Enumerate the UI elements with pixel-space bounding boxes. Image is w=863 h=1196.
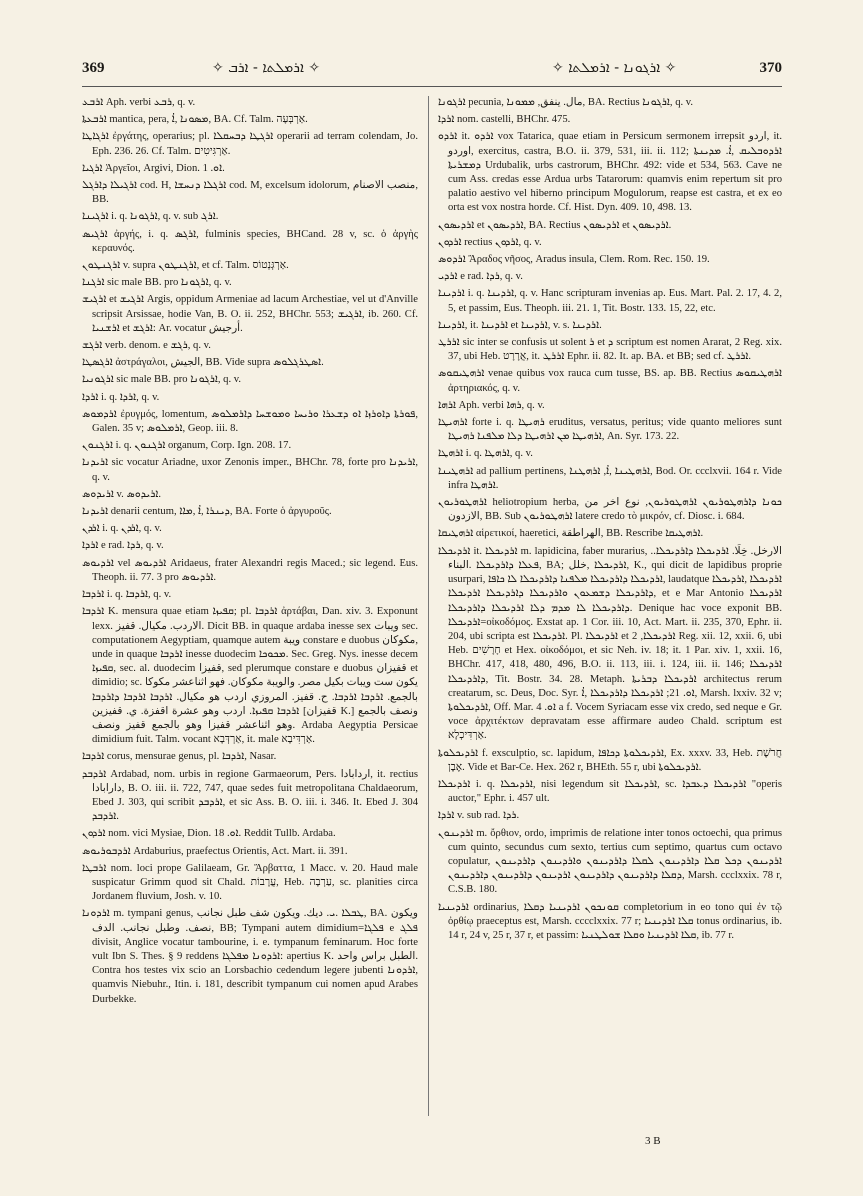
lexicon-entry: ܐܪܓܢܛܘܢ v. supra ܐܪܓܢܛܘܢ, et cf. Talm. אַרְגְּנְטוֹס.	[82, 260, 289, 272]
lexicon-entry: ܐܪܕܐ v. sub rad. ܪܕܐ.	[438, 810, 520, 822]
lexicon-entry: ܐܪܕܝܢܐ i. q. ܐܪܕܝܢܐ, q. v. Hanc scripturam invenias ap. Eus. Mart. Pal. 2. 17, 4. 2, 5, et passim, Eus. Theoph. iii. 21. 1, Tit. Bostr. 133. 15, 22, etc.	[438, 288, 782, 314]
lexicon-entry: ܐܪܓܢܘܢ i. q. ܐܪܓܢܘܢ organum, Corp. Ign. 208. 17.	[82, 440, 292, 452]
lexicon-entry: ܐܪܕܐ i. q. ܐܪܕܐ, q. v.	[82, 391, 160, 403]
lexicon-entry: ܐܪܕܝܣܘܢ et ܐܪܕܝܣܘܢ, BA. Rectius ܐܪܕܝܣܘܢ et ܐܪܕܝܣܘܢ.	[438, 219, 672, 231]
right-running-title: ✧ ܐܪܓܘܢܐ - ܐܪܡܠܬܐ ✧	[552, 60, 677, 76]
signature-mark: 3 B	[645, 1135, 661, 1147]
lexicon-entry: ܐܪܕܘܣ Ἄραδος νῆσος, Aradus insula, Clem. Rom. Rec. 150. 19.	[438, 254, 710, 266]
lexicon-entry: ܐܪܗܛܘܪܝܘܢ heliotropium herba, ܟܘܢܐ ܕܐܪܗܛܘܪܝܘܢ ܐܪܗܛܘܪܝܘܢ, نوع اخر من الازدون, BB. Sub ܐܪܗܛܘܪܝܘܢ latere credo τὸ μικρόν, cf. Diosc. i. 684.	[438, 497, 782, 523]
header-rule	[82, 86, 782, 87]
lexicon-entry: ܐܪܗܛܝܢܐ ad pallium pertinens, ܐܪܗܛܝܢܐ ,ܐܳ, ܐܪܗܛܢܐ, Bod. Or. ccclxvii. 164 r. Vide infra ܐܪܗܛܐ.	[438, 465, 782, 491]
lexicon-entry: ܐܪܕܒܕ Ardabad, nom. urbis in regione Garmaeorum, Pers. اردابادا, it. rectius دارابادا, B. O. iii. ii. 722, 747, quae sedes fuit metropolitana Chaldaeorum, Ebed J. 303, qui scribit ܐܪܕܒܕ, et sic Ass. B. O. iii. i. 346. It. Ebed J. 304 ܐܪܕܒܕ.	[82, 768, 419, 823]
lexicon-entry: ܐܪܕܘܢ nom. vici Mysiae, Dion. ܐܘ. 18. Reddit Tullb. Ardaba.	[82, 828, 336, 840]
lexicon-entry: ܐܪܗܛܝܩܐ αἱρετικοί, haeretici, الهراطقة, BB. Rescribe ܐܪܗܛܝܩܐ.	[438, 528, 704, 540]
lexicon-entry: ܐܪܓܘܢܐ pecunia, مال. ينفق, ܡܡܘܢܐ, BA. Rectius ܐܪܓܘܢܐ, q. v.	[438, 97, 694, 108]
lexicon-entry: ܐܪܗܛܝܩܘܣ venae quibus vox rauca cum tusse, BS. ap. BB. Rectius ܐܪܗܛܝܩܘܣ ἀρτηριακός, q. v.	[438, 368, 782, 394]
lexicon-entry: ܐܪܓܢܐ sic male BB. pro ܐܪܓܘܢܐ, q. v.	[82, 277, 232, 289]
right-page-number: 370	[759, 60, 782, 76]
lexicon-entry: ܐܪܓܝܠܐ ܕܐܪܓܠ cod. H, ܐܪܓܠܐ ܕܢܚܫܐ cod. M, excelsum idolorum, منصب الاصنام, BB.	[82, 180, 418, 206]
lexicon-entry: ܐܪܝܕܘܣ v. ܐܪܝܕܘܣ.	[82, 488, 161, 500]
lexicon-entry: ܐܪܕܒܐ i. q. ܐܪܕܒܐ, q. v.	[82, 589, 172, 601]
lexicon-entry: ܐܪܕܝܟܠܘܬܐ f. exsculptio, sc. lapidum, ܐܪܕܝܟܠܘܬܐ ܕܟܐܦܐ, Ex. xxxv. 33, Heb. חֲרֹשֶׁת אֶבֶן. Vide et Bar-Ce. Hex. 262 r, BHEth. 55 r, ubi ܐܪܕܝܟܠܘܬܐ.	[438, 747, 783, 773]
lexicon-entry: ܐܪܒܥܬܐ mantica, pera, ܡܣܘܢܐ ,ܐܳ, BA. Cf. Talm. אַרְבְּעָה.	[82, 114, 308, 126]
lexicon-entry: ܐܪܒܛܐ nom. loci prope Galilaeam, Gr. Ἄρβαττα, 1 Macc. v. 20. Haud male suspicatur Grimm quod sit Chald. עֲרָבוֹת, Heb. עַרְבָה, sc. planities circa Jordanem fluvium, Josh. v. 10.	[82, 862, 419, 903]
lexicon-entry: ܐܪܕܘܢܐ m. tympani genus, ܛܒܠܐ .ܝ. ديك. ويكون شف طبل نجانب, BA. ويكون نصف. وطبل نجانب. الدف, BB; Tympani autem dimidium=ܦܠܓܐ e ܦܠܓ divisit, Anglice vocatur tambourine, i. e. tympanum feminarum. Hoc forte vult Ibn S. Thes. § 9 reddens ܐܪܕܘܢܐ ܡܦܠܓܐ: apertius K. الطبل براس واحد. Contra hos testes vix scio an Lorsbachio cedendum legere jubenti ܐܪܕܘܢܐ, quamvis Niebuhr., Itin. i. 181, describit tympanum cui nomen apud Arabes Durbekke.	[82, 908, 418, 1005]
lexicon-entry: ܐܪܕܝܟܠܐ it. ܐܪܕܝܟܠܐ m. lapidicina, faber murarius, .الارخل. خِلَا. ܐܪܕܝܟܠܐ ܕܐܪܕܝܟܠܐ. ܦܥܠܐ ܕܐܪܕܝܟܠܐ .البناء, BA; ܐܪܕܝܟܠܐ ,خلل, K., qui dicit de lapidibus proprie usurpari, ܐܪܕܝܟܠܐ ܕܐܪܕܝܟܠܐ ܡܠܦܢܐ ܕܐܪܕܝܟܠܐ ܠܐ ܟܐܦܐ, laudatque ܐܪܕܝܟܠܐ ,ܐܪܕܝܟܠܐ ܕܐܪܕܝܟܠܐ ܕܫܡܥܘܢ ܘܐܪܕܝܟܠܐ ܕܐܪܕܝܟܠܐ ܐܪܕܝܟܠܐ, et e Mar Antonio ܐܪܕܝܟܠܐ ܕܐܪܕܝܟܠܐ ܠܐ ܡܕܡ ܕܠܐ ܐܪܕܝܟܠܐ ܕܐܪܕܝܟܠܐ. Denique hac voce exponit BB. ܐܪܕܝܟܠܐ=οἰκοδόμος. Exstat ap. 1 Cor. iii. 10, Act. Mart. ii. 235, 370, Ephr. ii. 204, ubi scripta est ܐܪܕܝܟܠܐ. Pl. ܐܪܕܝܟܠܐ et ܐܪܕܝܟܠܐ, 2 Reg. xii. 12, xxii. 6, ubi Heb. חָרָשִׁים et Hex. οἰκοδόμοι, et sic Neh. iv. 18; it. 1 Par. xiv. 1, xxii. 16, BHChr. 417, 418, 480, 496, B.O. ii. 113, iii. i. 124, iii. ii. 146; ܐܪܕܝܟܠܐ ܕܐܪܕܝܟܠܐ, Tit. Bostr. 34. 28. Metaph. ܐܪܕܝܟܠܐ ܕܒܪܝܬܐ architectus rerum creatarum, sc. Deus, Doc. Syr. ܐܘ. 21; ܐܪܕܝܟܠܐ ܕܐܪܕܝܟܠܐ ,ܐܳ, Marsh. lxxiv. 32 v; ܐܪܕܝܟܠܘܬܐ, Off. Mar. ܐܘ. 4 a f. Vocem Syriacam esse vix credo, sed neque e Gr. voce ἀρχιτέκτων depravatam esse affirmare audeo Chald. scriptum est אַרְדִּיכְלָא.	[438, 545, 783, 742]
left-running-title: ✧ ܐܪܡܠܬܐ - ܐܪܒ ✧	[212, 60, 321, 76]
lexicon-entry: ܐܪܕܝܘܣ vel ܐܪܕܝܘܣ Aridaeus, frater Alexandri regis Maced.; sic legend. Eus. Theoph. ii. 77. 3 pro ܐܪܕܝܘܣ.	[82, 557, 418, 583]
lexicon-entry: ܐܪܓܝܫ et ܐܪܓܝܫ Argis, oppidum Armeniae ad lacum Archestiae, vel ut d'Anville scripsit Arsissae, hodie Van, B. O. ii. 252, BHChr. 553; ܐܪܓܝܫ, ib. 260. Cf. ܐܪܫܢܝܐ et ܐܪܓܫ: Ar. vocatur أرجيش.	[82, 294, 418, 334]
lexicon-entry: ܐܪܕܝܟܠܐ i. q. ܐܪܕܝܟܠܐ, nisi legendum sit ܐܪܕܝܟܠܐ, sc. ܐܪܕܝܟܠܐ ܕܥܒܕܐ "operis auctor," Ephr. i. 457 ult.	[438, 778, 782, 805]
lexicon-entry: ܐܪܝܕܢܐ denarii centum, ܕܝܢܪܐ ,ܐܳ ,ܡܐܐ, BA. Forte ὁ ἀργυροῦς.	[82, 506, 332, 518]
left-column	[82, 96, 418, 1010]
column-separator	[428, 96, 429, 1116]
lexicon-entry: ܐܪܓܝܣ ἀργής, i. q. ܐܪܓܣ, fulminis species, BHCand. 28 v, sc. ὁ ἀργὴς κεραυνός.	[82, 228, 418, 254]
page-header	[82, 60, 782, 84]
lexicon-entry: ܐܪܒܥ Aph. verbi ܪܒܥ, q. v.	[82, 97, 196, 108]
lexicon-entry: ܐܪܕܘ it. ܐܪܕܘ vox Tatarica, quae etiam in Persicum sermonem irrepsit اردو, it. اوردو, exercitus, castra, B.O. ii. 379, 531, iii. ii. 112; ܐܪܕܘܒܠܝܩ ,ܐܳ. ܡܕܝܢܬܐ ܕܡܫܪܝܬܐ Urdubalik, urbs castrorum, BHChr. 492: vide et 534, 563. Cave ne cum Ass. credas esse Ardua urbs Tatarorum: quamvis enim repertum sit pro palatio aestivo vel hiberno principum Mogulorum, reapse est castra, et ex eo orta est vox nostra horde. Cf. Hist. Dyn. 409. 10, 498. 13.	[438, 131, 782, 214]
lexicon-entry: ܐܪܕܝܢܝܐ ordinarius, ܩܘܢܟܘܢ ܐܪܕܝܢܝܐ ܕܩܠܐ completorium in eo tono qui ἐν τῷ ὀρθίῳ praeceptus est, Marsh. cccclxxix. 77 r; ܩܠܐ ܐܪܕܝܢܝܐ tonus ordinarius, ib. 14 r, 24 v, 25 r, 37 r, et passim: ܩܠܐ ܐܪܕܝܢܝܐ ܘܩܠܐ ܫܘܠܛܢܝܐ, ib. 77 r.	[438, 901, 782, 941]
lexicon-entry: ܐܪܕܢ i. q. ܐܪܕܢ, q. v.	[82, 523, 162, 535]
lexicon-entry: ܐܪܕܒܘܪܝܘܣ Ardaburius, praefectus Orientis, Act. Mart. ii. 391.	[82, 845, 348, 857]
lexicon-entry: ܐܪܗܛܐ i. q. ܐܪܗܛܐ, q. v.	[438, 448, 533, 460]
lexicon-entry: ܐܪܕܝܢܘܢ m. ὄρθιον, ordo, imprimis de relatione inter tonos octoechi, qua primus cum quinto, secundus cum sexto, tertius cum septimo, quartus cum octavo copulatur, ܐܪܕܝܢܘܢ ܕܟܠ ܩܠܐ ܕܐܪܕܝܢܘܢ ܠܩܠܐ ܕܐܪܕܝܢܘܢ ܘܐܪܕܝܢܘܢ ܕܐܪܕܝܢܘܢ ܕܩܠܐ ܕܐܪܕܝܢܘܢ ܕܐܪܕܝܢܘܢ ܐܪܕܝܢܘܢ ܕܐܪܕܝܢܘܢ ܕܐܪܕܝܢܘܢ, Marsh. ccclxxix. 78 r, C.S.B. 180.	[438, 827, 782, 896]
lexicon-entry: ܐܪܕܒܐ corus, mensurae genus, pl. ܐܪܕܒܐ, Nasar.	[82, 751, 277, 763]
lexicon-entry: ܐܪܓܐܛܐ ἐργάτης, operarius; pl. ܐܪܓܛܐ ܕܒܚܩܠܐ operarii ad terram colendam, Jo. Eph. 236. 26. Cf. Talm. אַרְגִּיטִים.	[82, 131, 418, 157]
lexicon-entry: ܐܪܓܝܢܐ i. q. ܐܪܓܘܢܐ, q. v. sub ܐܪܓ.	[82, 211, 219, 223]
lexicon-entry: ܐܪܕܐ e rad. ܪܕܐ, q. v.	[82, 540, 164, 552]
lexicon-entry: ܐܪܕܐ nom. castelli, BHChr. 475.	[438, 114, 571, 126]
lexicon-entry: ܐܪܗܝܛܐ forte i. q. ܪܗܝܛܐ eruditus, versatus, peritus; vide quanto meliores sunt ܐܪܗܝܛܐ ܡܢ ܐܪܗܝܛܐ ܕܠܐ ܡܠܦܢܐ ܪܗܝܛܐ, An. Syr. 173. 22.	[438, 417, 782, 443]
lexicon-entry: ܐܪܕܒܐ K. mensura quae etiam ܩܦܝܙܐ; pl. ܐܪܕܒܐ ἀρτάβαι, Dan. xiv. 3. Exponunt lexx. الاردب. مكيال. قفيز. Dicit BB. in quaque ardaba inesse sex ويبات sec. computationem Aegyptiam, quamque autem ويبة constare e duobus مكوكان, unde in quaque ܐܪܕܒܐ inesse duodecim ܡܟܘܟܐ. Sec. Greg. Nys. inesse decem ܩܦܝܙܐ, sec. al. duodecim قفيزا, sed plerumque constare e duobus قفيزان et dimidio; sc. يكون ست ويبات بكيل مصر. والويبة مكوكان. فهو اثناعشر مكوكا بالجمع. ܐܪܕܒܐ ܐܪܕܒܐ. ح. قفيز. المروزي اردب هو مكيال. ܐܪܕܒܐ ܐܪܕܒܐ ܕܐܪܕܒܐ ܐܪܕܒܐ ܩܦܝܙܐ. اردب وهو عشرة اقفزة. ي. قفيزين [قفيزان K.] ونصف بالجمع وهو اثناعشر قفيزا وهو بالجمع قفيز ونصف. Ardaba Aegyptia Persicae dimidium fuit. Talm. vocant אַרְדְּבָא, it. male אַרְדִּיבָא.	[82, 606, 419, 746]
lexicon-entry: ܐܪܓܫ verb. denom. e ܪܓܫ, q. v.	[82, 340, 211, 352]
lexicon-entry: ܐܪܓܣܛܐ ἀστράγαλοι, الجيش, BB. Vide supra ܐܣܛܪܓܠܘܣ.	[82, 357, 324, 369]
lexicon-entry: ܐܪܓܘܢܝܐ sic male BB. pro ܐܪܓܘܢܐ, q. v.	[82, 374, 242, 386]
lexicon-entry: ܐܪܝܕܢܐ sic vocatur Ariadne, uxor Zenonis imper., BHChr. 78, forte pro ܐܪܝܕܢܐ, q. v.	[82, 457, 418, 483]
lexicon-entry: ܐܪܕܘܢ rectius ܐܪܕܘܢ, q. v.	[438, 236, 542, 248]
lexicon-entry: ܐܪܕܝܢܐ, it. ܐܪܕܝܢܐ et ܐܪܕܝܢܐ, v. s. ܐܪܕܝܢܐ.	[438, 319, 602, 331]
left-page-number: 369	[82, 60, 105, 76]
lexicon-entry: ܐܪܗܐ Aph. verbi ܪܗܐ, q. v.	[438, 399, 545, 411]
lexicon-entry: ܐܪܕܡܘܣ ἐρυγμός, lomentum, ܦܘܪܬܐ ܕܐܘܪܙܐ ܐܘ ܕܫܥܪܐ ܘܪܝܚܐ ܘܡܘܫܚܐ ܕܐܪܡܠܘܣ, Galen. 35 v; ܐܪܡܠܘܣ, Geop. iii. 8.	[82, 408, 418, 435]
lexicon-entry: ܐܪܪܛ sic inter se confusis ut solent ܪ et ܕ scriptum est nomen Ararat, 2 Reg. xix. 37, ubi Heb. אֲרָרָט, it. ܐܪܪܛ Ephr. ii. 82. It. ap. BA. et BB; sed cf. ܐܪܪܛ.	[438, 337, 782, 363]
right-column	[438, 96, 782, 946]
lexicon-entry: ܐܪܕܝ e rad. ܪܕܐ, q. v.	[438, 271, 523, 283]
lexicon-entry: ܐܪܓܝܐ Ἀργεῖοι, Argivi, Dion. ܐܘ. 1.	[82, 162, 225, 174]
